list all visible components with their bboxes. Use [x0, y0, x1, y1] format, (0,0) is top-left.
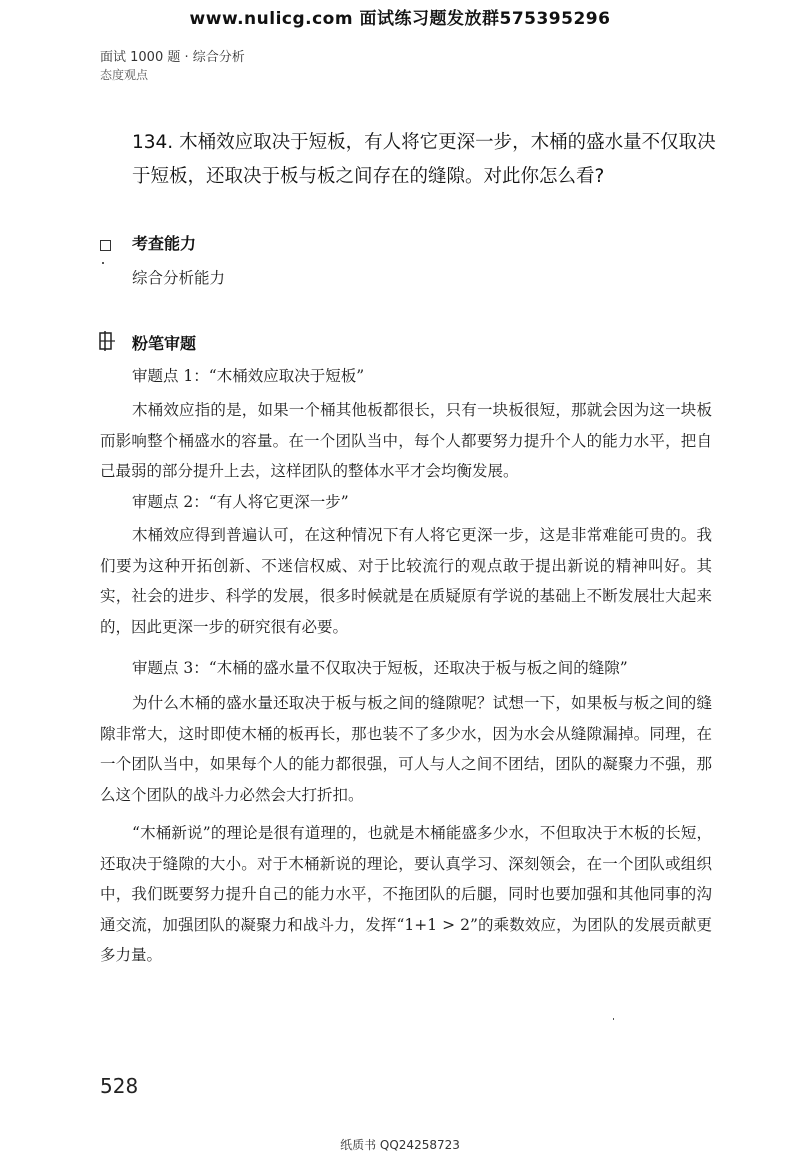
- page-number: 528: [100, 1074, 139, 1098]
- series-title: 面试 1000 题 · 综合分析: [100, 50, 245, 65]
- point-3-title: 审题点 3：“木桶的盛水量不仅取决于短板，还取决于板与板之间的缝隙”: [132, 659, 628, 677]
- point-3-paragraph-2: “木桶新说”的理论是很有道理的，也就是木桶能盛多少水，不但取决于木板的长短，还取决于缝隙的大小。对于木桶新说的理论，要认真学习、深刻领会，在一个团队或组织中，我们既要努力提升自己的能力水平，不拖团队的后腿，同时也要加强和其他同事的沟通交流，加强团队的凝聚力和战斗力，发挥“1+1 > 2”的乘数效应，为团队的发展贡献更多力量。: [100, 824, 712, 964]
- question-text: 134. 木桶效应取决于短板，有人将它更深一步，木桶的盛水量不仅取决于短板，还取决于板与板之间存在的缝隙。对此你怎么看?: [132, 132, 716, 187]
- point-1-paragraph: 木桶效应指的是，如果一个桶其他板都很长，只有一块板很短，那就会因为这一块板而影响整个桶盛水的容量。在一个团队当中，每个人都要努力提升个人的能力水平，把自己最弱的部分提升上去，这样团队的整体水平才会均衡发展。: [100, 401, 712, 480]
- ability-content: 综合分析能力: [132, 269, 226, 287]
- ability-heading: 考查能力: [132, 234, 197, 253]
- point-2-paragraph: 木桶效应得到普遍认可，在这种情况下有人将它更深一步，这是非常难能可贵的。我们要为这种开拓创新、不迷信权威、对于比较流行的观点敢于提出新说的精神叫好。其实，社会的进步、科学的发展，很多时候就是在质疑原有学说的基础上不断发展壮大起来的，因此更深一步的研究很有必要。: [100, 526, 712, 636]
- scan-speck: [102, 262, 104, 264]
- ability-icon: [100, 236, 111, 255]
- point-3-paragraph-1: 为什么木桶的盛水量还取决于板与板之间的缝隙呢？试想一下，如果板与板之间的缝隙非常大，这时即使木桶的板再长，那也装不了多少水，因为水会从缝隙漏掉。同理，在一个团队当中，如果每个人的能力都很强，可人与人之间不团结，团队的凝聚力不强，那么这个团队的战斗力必然会大打折扣。: [100, 694, 712, 804]
- pen-icon: [99, 331, 117, 355]
- analysis-heading: 粉笔审题: [132, 334, 197, 353]
- watermark-banner: www.nulicg.com 面试练习题发放群575395296: [189, 9, 611, 29]
- point-2-title: 审题点 2：“有人将它更深一步”: [132, 493, 349, 511]
- scan-speck: [613, 1018, 614, 1020]
- point-1-title: 审题点 1：“木桶效应取决于短板”: [132, 367, 365, 385]
- section-label: 态度观点: [100, 68, 149, 82]
- footer-text: 纸质书 QQ24258723: [340, 1138, 460, 1152]
